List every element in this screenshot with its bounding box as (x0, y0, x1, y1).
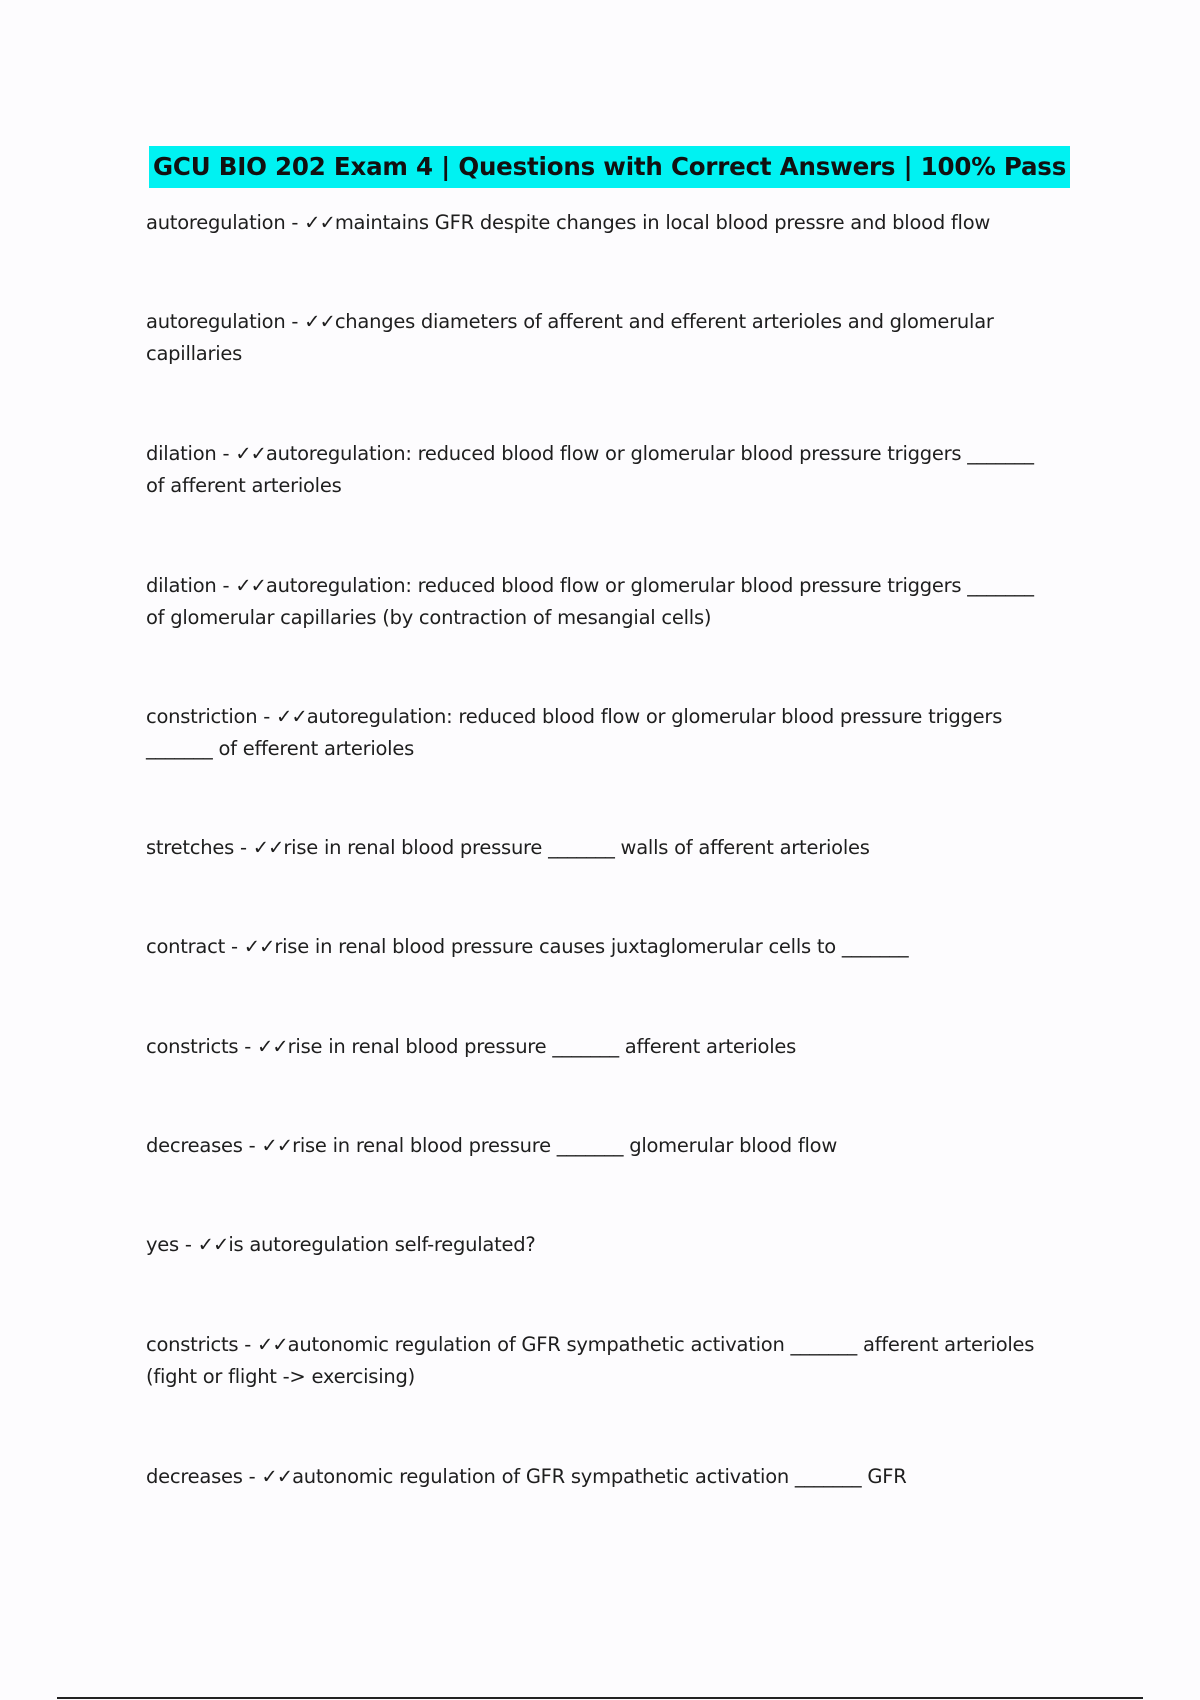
qa-separator: - (285, 310, 305, 333)
qa-separator: - (178, 1233, 198, 1256)
qa-definition: rise in renal blood pressure _______ glomerular blood flow (292, 1134, 838, 1157)
check-mark-icon: ✓✓ (261, 1465, 293, 1488)
check-mark-icon: ✓✓ (252, 836, 284, 859)
qa-term: constricts (146, 1035, 239, 1058)
check-mark-icon: ✓✓ (235, 574, 266, 597)
qa-item (146, 1130, 1046, 1162)
check-mark-icon: ✓✓ (276, 705, 307, 728)
qa-definition: rise in renal blood pressure causes juxtaglomerular cells to _______ (274, 935, 909, 958)
qa-term: autoregulation (146, 211, 286, 234)
qa-separator: - (216, 574, 236, 597)
check-mark-icon: ✓✓ (243, 935, 275, 958)
qa-item (146, 207, 1046, 239)
qa-item (146, 1229, 1046, 1261)
qa-item (146, 701, 1046, 765)
qa-definition: autonomic regulation of GFR sympathetic activation _______ afferent arterioles (fight or flight -> exercising) (146, 1333, 1035, 1388)
qa-item (146, 832, 1046, 864)
check-mark-icon: ✓✓ (304, 211, 335, 234)
qa-definition: rise in renal blood pressure _______ afferent arterioles (287, 1035, 797, 1058)
qa-item (146, 438, 1046, 502)
check-mark-icon: ✓✓ (256, 1333, 288, 1356)
qa-separator: - (238, 1333, 257, 1356)
qa-item (146, 1461, 1046, 1493)
qa-term: dilation (146, 574, 217, 597)
qa-term: decreases (146, 1134, 243, 1157)
qa-term: yes (146, 1233, 179, 1256)
qa-term: constriction (146, 705, 258, 728)
qa-term: contract (146, 935, 225, 958)
document-title: GCU BIO 202 Exam 4 | Questions with Correct Answers | 100% Pass (149, 146, 1070, 188)
qa-separator: - (234, 836, 253, 859)
check-mark-icon: ✓✓ (197, 1233, 229, 1256)
qa-separator: - (257, 705, 277, 728)
qa-term: stretches (146, 836, 235, 859)
qa-definition: autonomic regulation of GFR sympathetic activation _______ GFR (292, 1465, 907, 1488)
qa-separator: - (242, 1465, 262, 1488)
qa-separator: - (238, 1035, 257, 1058)
check-mark-icon: ✓✓ (261, 1134, 293, 1157)
qa-term: constricts (146, 1333, 239, 1356)
qa-item (146, 570, 1046, 634)
qa-separator: - (242, 1134, 262, 1157)
qa-term: autoregulation (146, 310, 286, 333)
qa-item (146, 931, 1046, 963)
page-bottom-rule (57, 1697, 1143, 1699)
qa-item (146, 1031, 1046, 1063)
qa-item (146, 1329, 1046, 1393)
qa-term: dilation (146, 442, 217, 465)
qa-separator: - (285, 211, 305, 234)
qa-definition: rise in renal blood pressure _______ walls of afferent arterioles (283, 836, 870, 859)
qa-definition: changes diameters of afferent and efferent arterioles and glomerular capillaries (146, 310, 994, 365)
qa-definition: autoregulation: reduced blood flow or glomerular blood pressure triggers _______ of glomerular capillaries (by contraction of mesangial cells) (146, 574, 1034, 629)
check-mark-icon: ✓✓ (235, 442, 266, 465)
check-mark-icon: ✓✓ (304, 310, 335, 333)
qa-definition: autoregulation: reduced blood flow or glomerular blood pressure triggers _______ of efferent arterioles (146, 705, 1003, 760)
check-mark-icon: ✓✓ (256, 1035, 288, 1058)
qa-definition: maintains GFR despite changes in local blood pressre and blood flow (334, 211, 991, 234)
qa-term: decreases (146, 1465, 243, 1488)
qa-definition: autoregulation: reduced blood flow or glomerular blood pressure triggers _______ of afferent arterioles (146, 442, 1034, 497)
qa-separator: - (225, 935, 244, 958)
qa-separator: - (216, 442, 236, 465)
qa-definition: is autoregulation self-regulated? (228, 1233, 536, 1256)
qa-item (146, 306, 1046, 370)
